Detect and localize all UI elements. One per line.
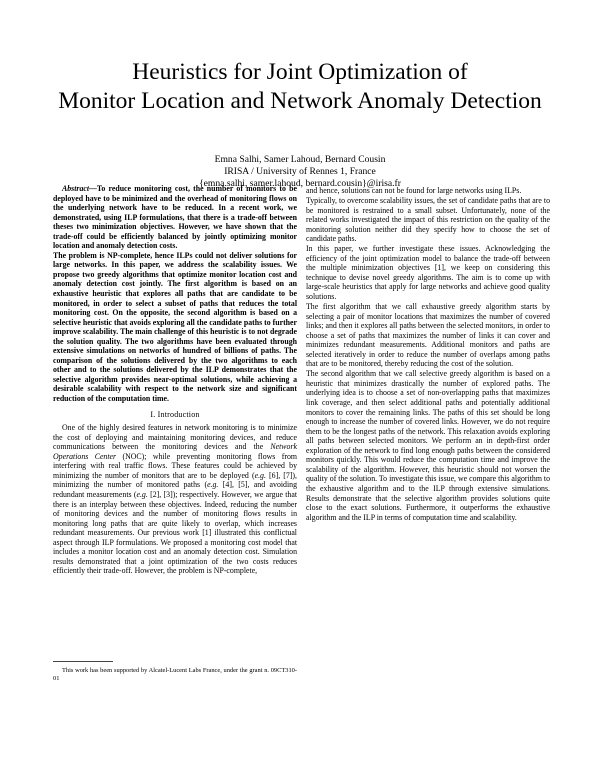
right-paragraph-2: Typically, to overcome scalability issues, the set of candidate paths that are to be monitored is restrained to a small subset. Unfortunately, none of the related works investigated the impact of this restriction on the quality of the monitoring solution neither did they specify how to choose the set of candidate paths. (306, 196, 550, 244)
intro-text-c: [6], [7]), minimizing the number of monitored paths ( (53, 470, 297, 490)
right-paragraph-4: The first algorithm that we call exhaustive greedy algorithm starts by selecting a pair of monitor locations that maximizes the number of covered links; and then it explores all paths between the selected monitors, in order to choose a set of paths that maximizes the number of links it can cover and minimizes redundant measurements. Additional monitors and paths are selected iteratively in order to reduce the number of overlaps among paths that are to be monitored, thereby reducing the cost of the solution. (306, 302, 550, 369)
left-column (53, 184, 297, 576)
right-column (306, 186, 550, 523)
right-paragraph-5: The second algorithm that we call selective greedy algorithm is based on a heuristic that minimizes drastically the number of explored paths. The underlying idea is to choose a set of non-overlapping paths that maximizes link coverage, and then select additional paths and potentially additional monitors to cover the remaining links. The paths of this set should be long enough to increase the number of covered links. However, we do not require them to be the longest paths of the network. This relaxation avoids exploring all paths between selected monitors. We perform an in depth-first order exploration of the network to find long enough paths between the considered monitors quickly. This would reduce the computation time and improve the scalability of the algorithm. However, this heuristic should not worsen the quality of the solution. To investigate this issue, we compare this algorithm to the exhaustive algorithm and to the ILP through extensive simulations. Results demonstrate that the selective algorithm provides solutions quite close to the exact solutions. Furthermore, it outperforms the exhaustive algorithm and the ILP in terms of computation time and scalability. (306, 369, 550, 522)
abstract-paragraph-1: Abstract—To reduce monitoring cost, the number of monitors to be deployed have to be minimized and the overhead of monitoring flows on the underlying network have to be reduced. In a recent work, we demonstrated, using ILP formulations, that there is a trade-off between theses two minimization objectives. However, we have shown that the trade-off could be efficiently balanced by jointly optimizing monitor location and anomaly detection costs. (53, 184, 297, 251)
intro-eg-3: e.g. (136, 489, 148, 499)
intro-eg-2: e.g. (207, 480, 219, 490)
right-paragraph-3: In this paper, we further investigate these issues. Acknowledging the efficiency of the joint optimization model to balance the trade-off between the multiple minimization objectives [1], we keep on considering this technique to devise novel greedy algorithms. The aim is to come up with large-scale heuristics that apply for large networks and achieve good quality solutions. (306, 244, 550, 302)
paper-title (0, 58, 600, 116)
author-affiliation: IRISA / University of Rennes 1, France (224, 166, 376, 177)
right-paragraph-1: and hence, solutions can not be found for large networks using ILPs. (306, 186, 522, 195)
abstract-text-1: To reduce monitoring cost, the number of monitors to be deployed have to be minimized and the overhead of monitoring flows on the underlying network have to be reduced. In a recent work, we demonstrated, using ILP formulations, that there is a trade-off between theses two minimization objectives. However, we have shown that the trade-off could be efficiently balanced by jointly optimizing monitor location and anomaly detection costs. (53, 184, 297, 251)
abstract-paragraph-2: The problem is NP-complete, hence ILPs could not deliver solutions for large networks. In this paper, we address the scalability issues. We propose two greedy algorithms that optimize monitor location cost and anomaly detection cost jointly. The first algorithm is based on an exhaustive heuristic that explores all paths that are candidate to be monitored, in order to select a subset of paths that reduces the total monitoring cost. On the opposite, the second algorithm is based on a selective heuristic that avoids exploring all the candidate paths to further improve scalability. The main challenge of this heuristic is to not degrade the solution quality. The two algorithms have been evaluated through extensive simulations on networks of hundred of billions of paths. The comparison of the solutions delivered by the two algorithms to each other and to the solutions delivered by the ILP demonstrates that the selective algorithm provides near-optimal solutions, while achieving a desirable scalability with respect to the network size and significant reduction of the computation time. (53, 250, 298, 404)
author-emails: {emna.salhi, samer.lahoud, bernard.cousin}@irisa.fr (199, 178, 401, 189)
introduction-body (53, 423, 297, 576)
intro-eg-1: e.g. (254, 470, 266, 480)
author-names: Emna Salhi, Samer Lahoud, Bernard Cousin (214, 154, 386, 165)
abstract (53, 184, 297, 404)
intro-text-e: [2], [3]); respectively. However, we argue that there is an interplay between these objectives. Indeed, reducing the number of monitoring devices and the number of monitoring flows results in monitoring long paths that are quite likely to overlap, which increases redundant measurements. Our previous work [1] illustrated this conflictual aspect through ILP formulations. We proposed a monitoring cost model that includes a monitor location cost and an anomaly detection cost. Simulation results demonstrated that a joint optimization of the two costs reduces efficiently their trade-off. However, the problem is NP-complete, (53, 489, 297, 576)
intro-text-b: (NOC); while preventing monitoring flows from interfering with real traffic flows. These features could be achieved by minimizing the number of monitors that are to be deployed ( (53, 451, 297, 480)
footnote (53, 667, 297, 683)
intro-text-d: [4], [5], and avoiding redundant measurements ( (53, 480, 297, 499)
footnote-rule (53, 661, 113, 662)
footnote-text: This work has been supported by Alcatel-Lucent Labs France, under the grant n. 09CT310-01 (53, 667, 297, 682)
abstract-label: Abstract (62, 184, 90, 193)
intro-noc-term: Network Operations Center (53, 442, 297, 461)
section-heading-introduction: I. Introduction (150, 409, 200, 419)
intro-paragraph-1 (53, 423, 297, 576)
title-line-2: Monitor Location and Network Anomaly Detection (58, 88, 542, 114)
intro-text-a: One of the highly desired features in network monitoring is to minimize the cost of deploying and maintaining monitoring devices, and reduce communications between the monitoring devices and the (53, 423, 297, 452)
title-line-1: Heuristics for Joint Optimization of (132, 59, 468, 85)
